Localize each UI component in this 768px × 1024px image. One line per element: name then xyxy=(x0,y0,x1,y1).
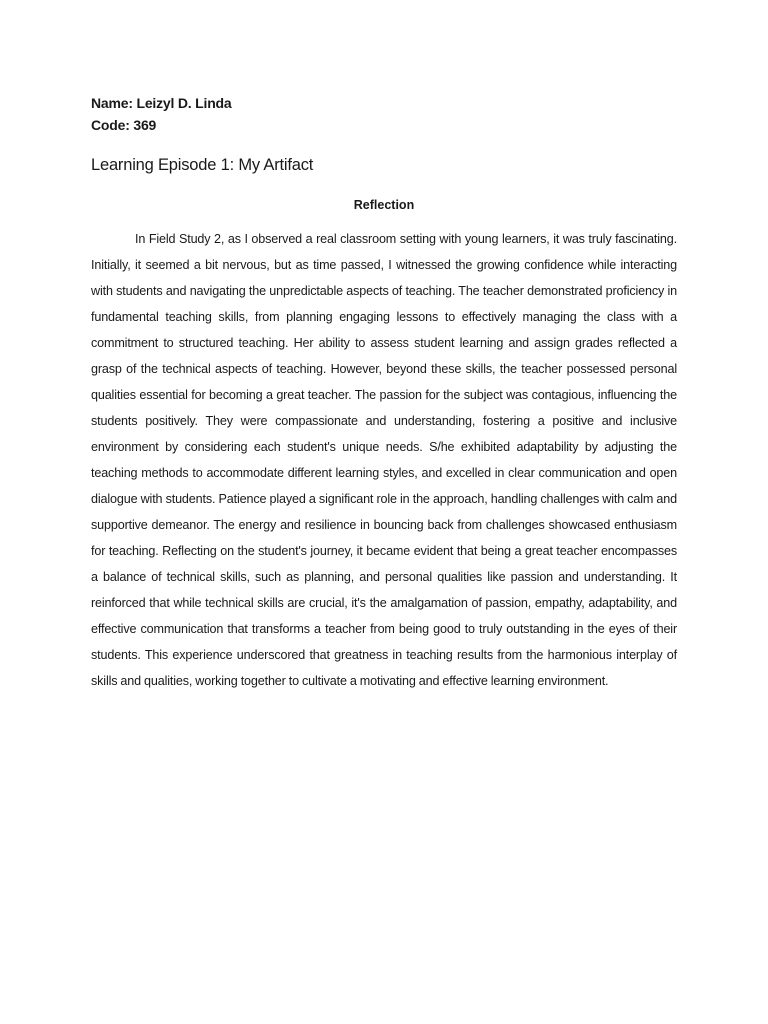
student-code: Code: 369 xyxy=(91,117,157,133)
reflection-paragraph: In Field Study 2, as I observed a real classroom setting with young learners, it was truly fascinating. Initially, it seemed a bit nervous, but as time passed, I witnessed the growing confidence while interacting with students and navigating the unpredictable aspects of teaching. The teacher demonstrated proficiency in fundamental teaching skills, from planning engaging lessons to effectively managing the class with a commitment to structured teaching. Her ability to assess student learning and assign grades reflected a grasp of the technical aspects of teaching. However, beyond these skills, the teacher possessed personal qualities essential for becoming a great teacher. The passion for the subject was contagious, influencing the students positively. They were compassionate and understanding, fostering a positive and inclusive environment by considering each student's unique needs. S/he exhibited adaptability by adjusting the teaching methods to accommodate different learning styles, and excelled in clear communication and open dialogue with students. Patience played a significant role in the approach, handling challenges with calm and supportive demeanor. The energy and resilience in bouncing back from challenges showcased enthusiasm for teaching. Reflecting on the student's journey, it became evident that being a great teacher encompasses a balance of technical skills, such as planning, and personal qualities like passion and understanding. It reinforced that while technical skills are crucial, it's the amalgamation of passion, empathy, adaptability, and effective communication that transforms a teacher from being good to truly outstanding in the eyes of their students. This experience underscored that greatness in teaching results from the harmonious interplay of skills and qualities, working together to cultivate a motivating and effective learning environment. xyxy=(91,232,677,688)
document-content xyxy=(91,92,677,694)
student-name: Name: Leizyl D. Linda xyxy=(91,95,232,111)
reflection-heading: Reflection xyxy=(353,198,415,212)
episode-title: Learning Episode 1: My Artifact xyxy=(91,156,314,174)
